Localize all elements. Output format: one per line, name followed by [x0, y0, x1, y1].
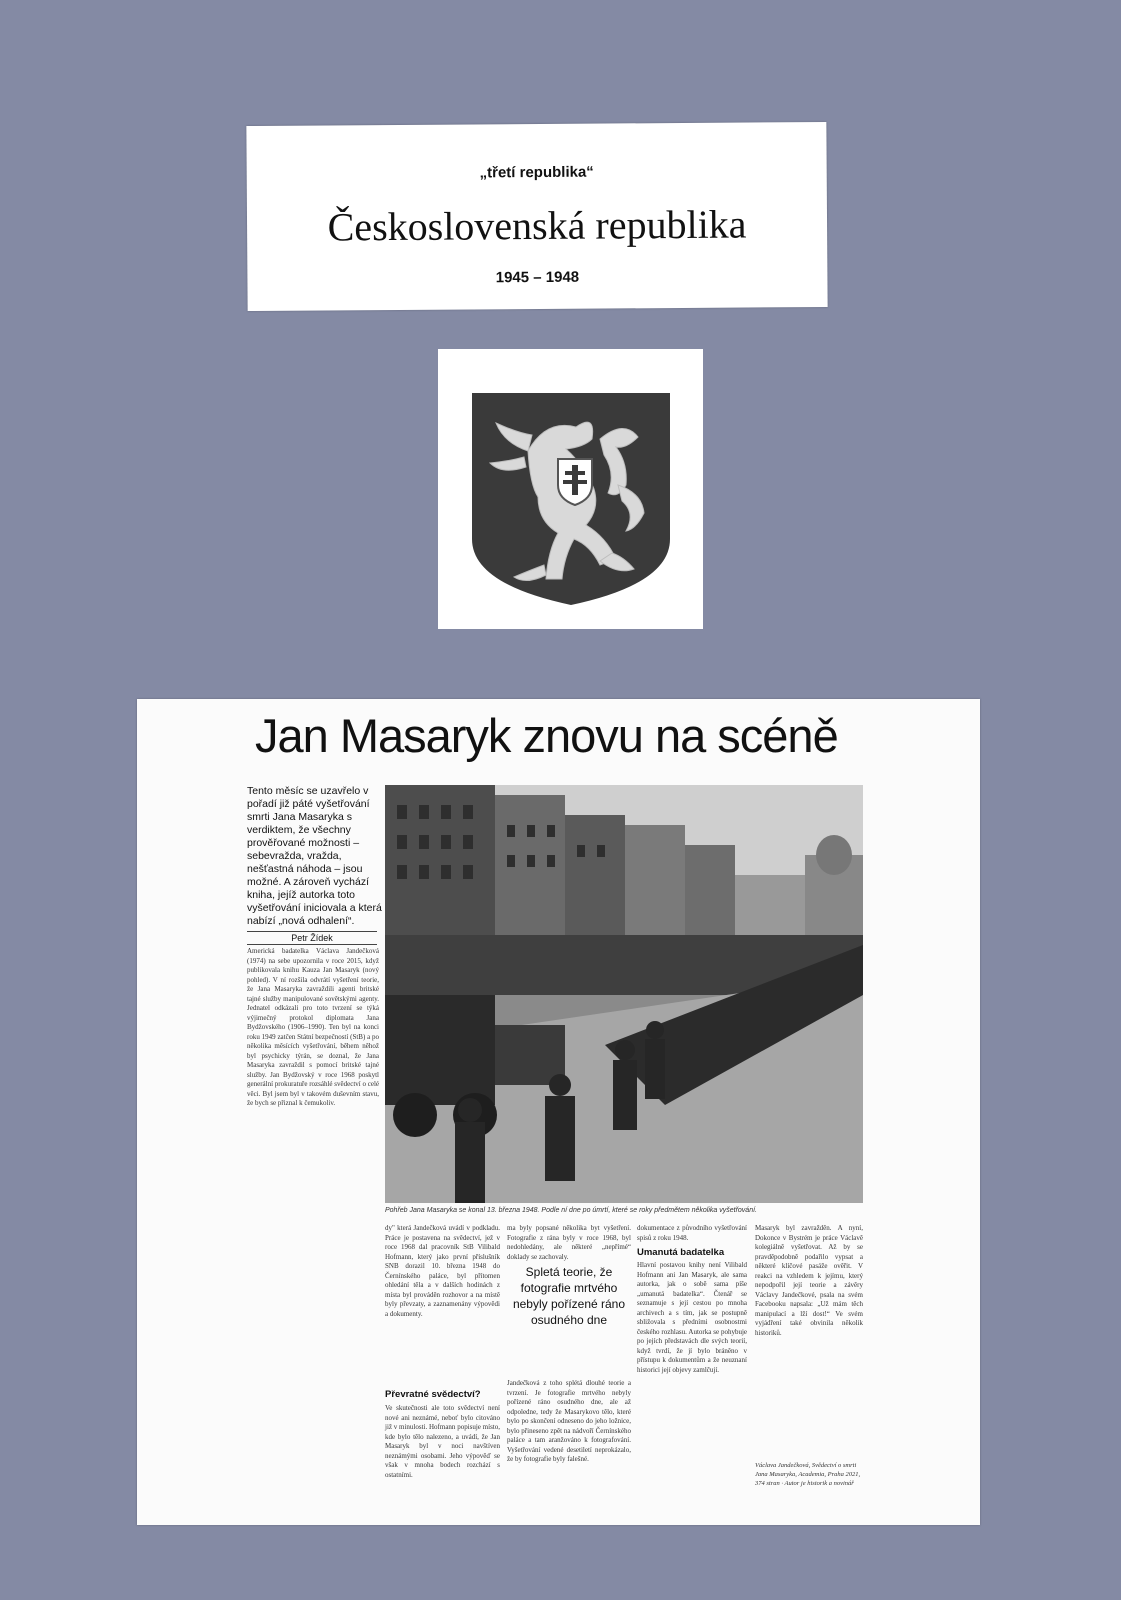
- subheading-1: Převratné svědectví?: [385, 1389, 481, 1400]
- text-column-3: ma byly popsané několika byt vyšetření. Fotografie z rána byly v roce 1968, byl nedohledány, ale některé „nepřímé“ doklady se zachovaly.: [507, 1224, 633, 1261]
- newspaper-clipping: [137, 699, 980, 1525]
- text-column-1: Americká badatelka Václava Jandečková (1974) na sebe upozornila v roce 2015, když publikovala knihu Kauza Jan Masaryk (nový pohled). V ní rozšila odvrátí vyšetření teorie, že Jana Masaryka zavraždili agenti britské tajné služby manipulované sovětskými agenty. Jednatel odkázali pro toto tvrzení se týká výjimečný protokol diplomata Jana Bydžovského (1906–1990). Ten byl na konci roku 1949 zatčen Státní bezpečností (StB) a po několika měsících vyšetřování, během něhož byl psychicky týrán, se doznal, že Jana Masaryka zavraždil s pomocí britské tajné služby. Jan Bydžovský v roce 1968 poskytl generální prokuratuře rozsáhlé svědectví o celé věci. Byl jsem byl v takovém duševním stavu, že bych se přiznal k čemukoliv.: [247, 947, 381, 1107]
- title-card: [246, 122, 827, 311]
- text-column-2b: Ve skutečnosti ale toto svědectví není nové ani neznámé, neboť bylo citováno již v minulosti. Hofmann popisuje místo, kde bylo tělo nalezeno, a uvádí, že Jan Masaryk byl v noci navštíven neznámými osobami. Jeho výpověď se však v mnoha bodech rozchází s ostatními.: [385, 1404, 502, 1479]
- czechoslovak-coat-of-arms-icon: [466, 389, 676, 609]
- text-column-2: dy" která Jandečková uvádí v podkladu. Práce je postavena na svědectví, jež v roce 1968 dal pracovník StB Vilibald Hofmann, který jako první příslušník SNB dorazil 10. března 1948 do Černínského paláce, byl přítomen ohledání těla a v dalších hodinách z místa byl prováděn rozhovor a na místě byly převzaty, a zaznamenány výpovědi a dokumenty.: [385, 1224, 502, 1318]
- text-column-3b: Jandečková z toho splétá dlouhé teorie a tvrzení. Je fotografie mrtvého nebyly pořízené ráno osudného dne, ale až odpoledne, tedy že Masarykovo tělo, které bylo po skončení odneseno do jeho ložnice, bylo přineseno zpět na nádvoří Černínského paláce a tam aranžováno k fotografování. Vyšetřování vedené desetiletí neprokázalo, že by fotografie byly falešné.: [507, 1379, 633, 1463]
- emblem-card: [438, 349, 703, 629]
- text-column-4: dokumentace z původního vyšetřování spisů z roku 1948.: [637, 1224, 749, 1242]
- article-lead: Tento měsíc se uzavřelo v pořadí již páté vyšetřování smrti Jana Masaryka s verdiktem, že všechny prověřované možnosti – sebevražda, vražda, nešťastná náhoda – jsou možné. A zároveň vychází kniha, jejíž autorka toto vyšetřování iniciovala a která nabízí „nová odhalení“.: [247, 785, 382, 927]
- subheading-2: Umanutá badatelka: [637, 1247, 725, 1258]
- title-main: Československá republika: [327, 201, 747, 250]
- funeral-procession-photo: [385, 785, 863, 1203]
- article-author: Petr Žídek: [247, 931, 377, 945]
- article-headline: Jan Masaryk znovu na scéně: [255, 709, 838, 762]
- title-kicker: „třetí republika“: [479, 163, 594, 182]
- text-column-4b: Hlavní postavou knihy není Vilibald Hofmann ani Jan Masaryk, ale sama autorka, jak o sobě sama píše „umanutá badatelka“. Čtenář se seznamuje s její cestou po mnoha archivech a s tím, jak se postupně sbližovala s předními osobnostmi českého rozhlasu. Autorka se pohybuje po jejích představách dle svých teorií, když tvrdí, že jí bylo bráněno v přístupu k dokumentům a že neuznaní historici její objevy zamlčují.: [637, 1261, 749, 1374]
- photo-caption: Pohřeb Jana Masaryka se konal 13. března 1948. Podle ní dne po úmrtí, které se roky předmětem několika vyšetřování.: [385, 1207, 757, 1214]
- pull-quote: Spletá teorie, že fotografie mrtvého nebyly pořízené ráno osudného dne: [512, 1265, 626, 1327]
- title-years: 1945 – 1948: [495, 268, 580, 287]
- text-column-5: Masaryk byl zavražděn. A nyní, Dokonce v Bystrém je práce Václavě kolegiálně vyšetřovat. Až by se pravděpodobně podařilo vypsat a některé klíčové pasáže ověřit. V reakci na vzhledem k jejímu, který nepodpořil její teorie a závěry Václavy Jandečkové, psala na svém Facebooku napsala: „Už mám těch manipulací a lží dost!“ Ve svém vyjádření také obvinila několik historiků.: [755, 1224, 865, 1337]
- article-bylines: Václava Jandečková, Svědectví o smrti Jana Masaryka, Academia, Praha 2021, 374 stran · Autor je historik a novinář: [755, 1462, 861, 1487]
